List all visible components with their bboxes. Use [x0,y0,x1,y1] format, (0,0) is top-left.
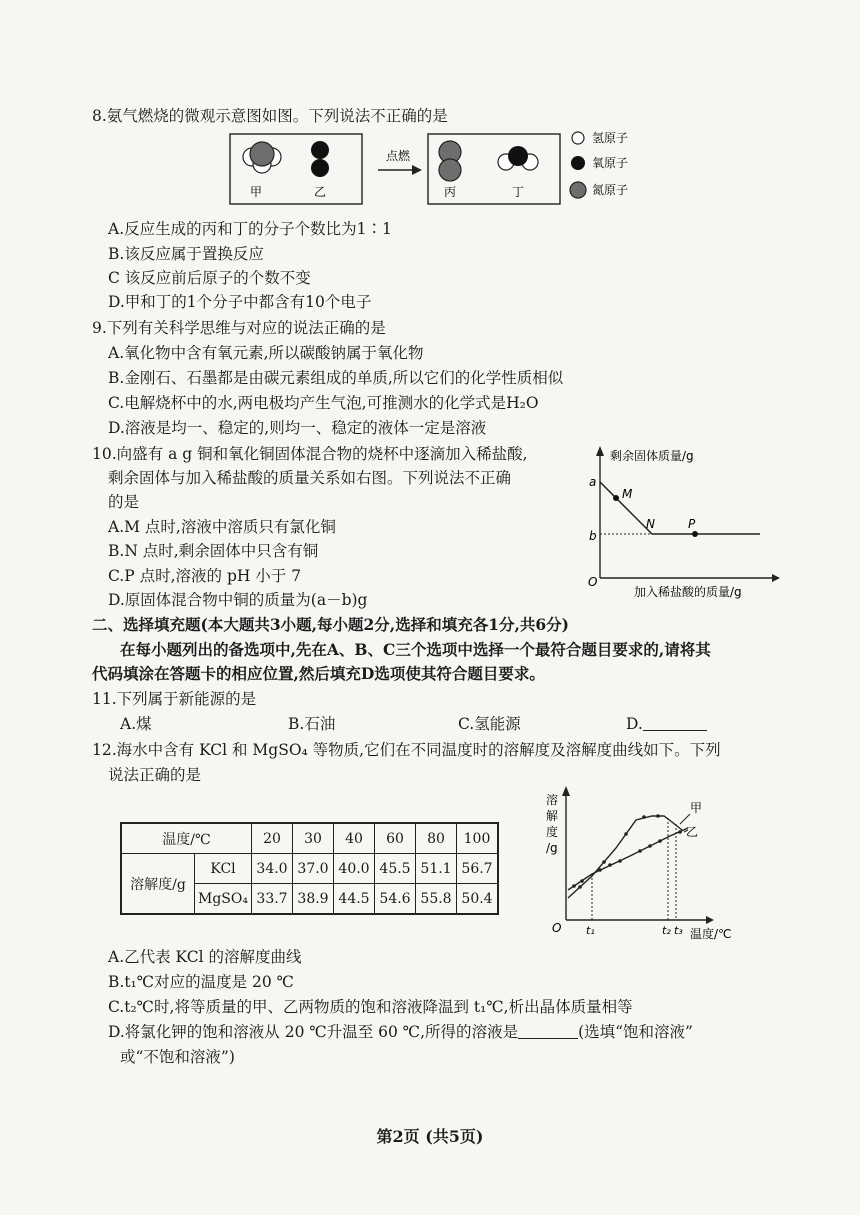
table-cell: 34.0 [252,854,293,884]
q9-stem: 9.下列有关科学思维与对应的说法正确的是 [92,319,386,337]
q12-ylabel-2: 解 [546,809,559,823]
label-bing: 丙 [444,185,457,199]
q10-option-a: A.M 点时,溶液中溶质只有氯化铜 [108,518,336,536]
table-cell: 50.4 [457,884,499,915]
q10-graph [580,446,780,604]
q10-ylabel: 剩余固体质量/g [610,449,694,463]
q10-stem-line2: 剩余固体与加入稀盐酸的质量关系如右图。下列说法不正确 [108,469,512,487]
q11-option-b: B.石油 [288,715,336,733]
q12-stem-line1: 12.海水中含有 KCl 和 MgSO₄ 等物质,它们在不同温度时的溶解度及溶解度曲线如下。下列 [92,741,721,759]
table-header-label: 温度/℃ [121,823,252,854]
solubility-table [120,822,499,915]
table-row [121,823,498,854]
q8-option-b: B.该反应属于置换反应 [108,245,264,263]
h2o-molecule-icon [498,146,538,170]
o2-molecule-icon [311,141,329,177]
q9-option-c: C.电解烧杯中的水,两电极均产生气泡,可推测水的化学式是H₂O [108,394,539,412]
arrow-icon [412,165,422,175]
q12-option-d-cont: 或“不饱和溶液”) [120,1048,235,1066]
q10-stem-line3: 的是 [108,493,140,511]
label-t3: t₃ [674,924,683,937]
table-substance-kcl: KCl [195,854,252,884]
table-cell: 38.9 [293,884,334,915]
label-jia: 甲 [250,185,263,199]
legend-nitrogen: 氮原子 [592,183,629,197]
q8-option-a: A.反应生成的丙和丁的分子个数比为1∶1 [108,220,392,238]
legend-hydrogen: 氢原子 [592,131,629,145]
q10-tick-a: a [589,475,597,489]
table-cell: 54.6 [375,884,416,915]
q10-origin: O [588,575,598,589]
table-temp-cell: 40 [334,823,375,854]
page-number: 第2页 (共5页) [376,1127,484,1146]
table-cell: 44.5 [334,884,375,915]
section2-title: 二、选择填充题(本大题共3小题,每小题2分,选择和填充各1分,共6分) [92,615,569,634]
q11-answer-blank[interactable] [643,716,707,731]
q12-origin: O [552,921,562,935]
nitrogen-atom-icon [570,182,586,198]
q11-option-d [626,714,707,734]
q10-option-c: C.P 点时,溶液的 pH 小于 7 [108,567,302,585]
q12-option-d-hint: (选填“饱和溶液” [578,1023,693,1041]
oxygen-atom-icon [571,156,585,170]
label-ding: 丁 [512,185,525,199]
n2-molecule-icon [439,141,461,181]
q10-tick-b: b [589,529,597,543]
hydrogen-atom-icon [572,132,584,144]
point-p [692,531,698,537]
label-yi: 乙 [314,185,327,199]
table-cell: 37.0 [293,854,334,884]
q11-stem: 11.下列属于新能源的是 [92,690,257,708]
point-m [613,495,619,501]
table-temp-cell: 60 [375,823,416,854]
section2-instr-line2: 代码填涂在答题卡的相应位置,然后填充D选项使其符合题目要求。 [92,664,545,683]
label-t1: t₁ [586,924,595,937]
table-temp-cell: 100 [457,823,499,854]
q12-option-c: C.t₂℃时,将等质量的甲、乙两物质的饱和溶液降温到 t₁℃,析出晶体质量相等 [108,998,633,1016]
q10-stem-line1: 10.向盛有 a g 铜和氧化铜固体混合物的烧杯中逐滴加入稀盐酸, [92,445,528,463]
q12-ylabel-4: /g [546,841,558,855]
q12-option-b: B.t₁℃对应的温度是 20 ℃ [108,973,295,991]
q12-answer-blank[interactable] [518,1024,578,1039]
q10-option-b: B.N 点时,剩余固体中只含有铜 [108,542,319,560]
q9-option-a: A.氧化物中含有氧元素,所以碳酸钠属于氧化物 [108,344,424,362]
arrow-label: 点燃 [386,149,411,163]
label-yi-curve: 乙 [686,825,699,839]
q12-stem-line2: 说法正确的是 [108,766,202,784]
table-cell: 33.7 [252,884,293,915]
q11-option-a: A.煤 [120,715,152,733]
q11-option-c: C.氢能源 [458,715,521,733]
section2-instr-line1: 在每小题列出的备选项中,先在A、B、C三个选项中选择一个最符合题目要求的,请将其 [120,640,711,659]
table-row [121,854,498,884]
q12-option-d-text: D.将氯化钾的饱和溶液从 20 ℃升温至 60 ℃,所得的溶液是 [108,1023,519,1041]
table-substance-mgso4: MgSO₄ [195,884,252,915]
label-n: N [646,517,655,531]
table-temp-cell: 20 [252,823,293,854]
q9-option-b: B.金刚石、石墨都是由碳元素组成的单质,所以它们的化学性质相似 [108,369,564,387]
q12-option-d [108,1022,693,1042]
legend-oxygen: 氧原子 [592,156,629,170]
table-cell: 56.7 [457,854,499,884]
nh3-molecule-icon [243,142,281,173]
label-t2: t₂ [662,924,671,937]
label-jia-curve: 甲 [690,801,703,815]
q12-solubility-graph [540,786,740,941]
table-row-label: 溶解度/g [121,854,195,915]
q12-xlabel: 温度/℃ [690,927,732,941]
q8-stem: 8.氨气燃烧的微观示意图如图。下列说法不正确的是 [92,107,448,125]
q8-option-c: C 该反应前后原子的个数不变 [108,269,311,287]
q12-ylabel-1: 溶 [546,793,559,807]
label-p: P [688,517,696,531]
q8-reaction-diagram [228,130,668,210]
q12-option-a: A.乙代表 KCl 的溶解度曲线 [108,948,302,966]
q11-option-d-label: D. [626,715,643,733]
q10-option-d: D.原固体混合物中铜的质量为(a－b)g [108,591,368,609]
table-cell: 51.1 [416,854,457,884]
table-cell: 45.5 [375,854,416,884]
q8-option-d: D.甲和丁的1个分子中都含有10个电子 [108,293,372,311]
q10-xlabel: 加入稀盐酸的质量/g [634,585,742,599]
table-temp-cell: 80 [416,823,457,854]
label-m: M [622,487,633,501]
q12-ylabel-3: 度 [546,825,559,839]
curve-jia [568,816,682,898]
table-cell: 40.0 [334,854,375,884]
q9-option-d: D.溶液是均一、稳定的,则均一、稳定的液体一定是溶液 [108,419,487,437]
table-temp-cell: 30 [293,823,334,854]
table-cell: 55.8 [416,884,457,915]
